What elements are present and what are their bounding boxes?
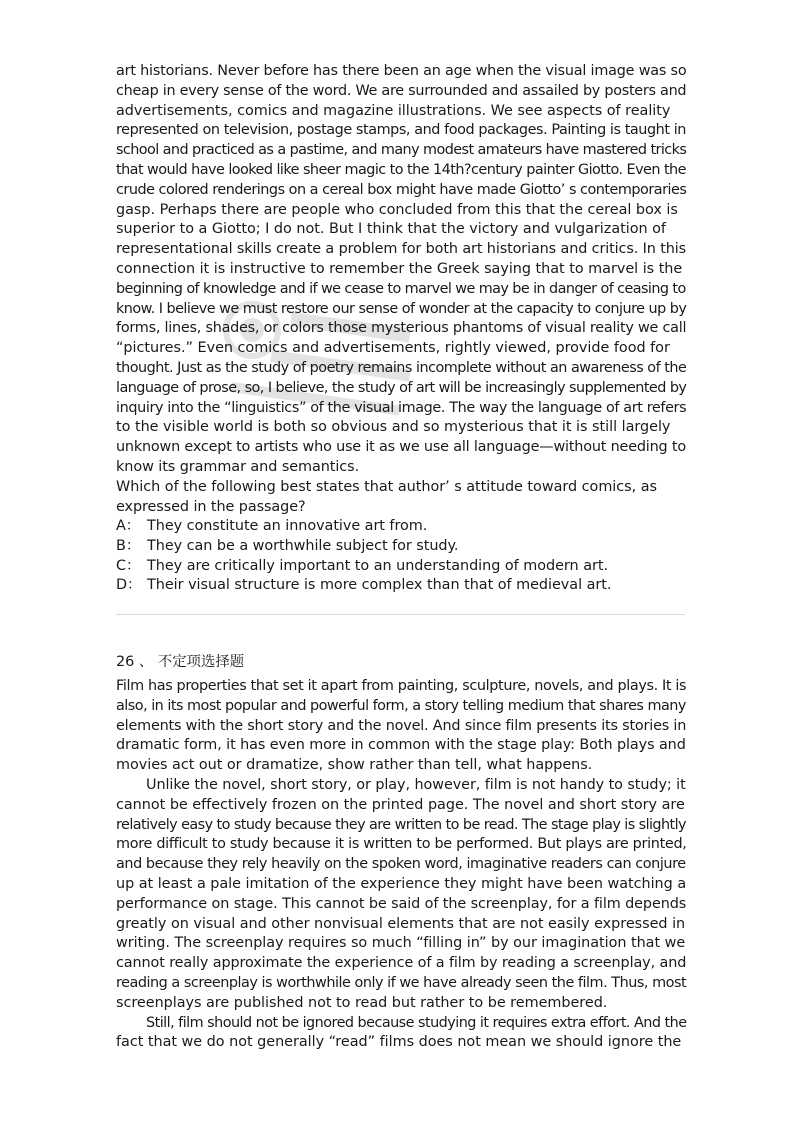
passage-line: performance on stage. This cannot be said of the screenplay, for a film depends bbox=[116, 895, 687, 912]
question-25-stem bbox=[116, 478, 688, 518]
question-26-header: 26 、 不定项选择题 bbox=[116, 654, 245, 670]
passage-line: more difficult to study because it is written to be performed. But plays are printed, bbox=[116, 836, 687, 853]
option-text: They can be a worthwhile subject for study. bbox=[147, 537, 459, 554]
passage-line: Still, film should not be ignored because studying it requires extra effort. And the bbox=[146, 1014, 687, 1031]
passage-line: movies act out or dramatize, show rather than tell, what happens. bbox=[116, 757, 593, 774]
passage-line: dramatic form, it has even more in common with the stage play: Both plays and bbox=[116, 737, 686, 754]
option-letter: D： bbox=[116, 577, 142, 594]
passage-line: gasp. Perhaps there are people who concluded from this that the cereal box is bbox=[116, 201, 678, 218]
passage-line: thought. Just as the study of poetry remains incomplete without an awareness of the bbox=[116, 359, 687, 376]
passage-line: “pictures.” Even comics and advertisements, rightly viewed, provide food for bbox=[116, 340, 670, 357]
option-d[interactable] bbox=[116, 576, 688, 596]
option-a[interactable] bbox=[116, 517, 688, 537]
passage-line: reading a screenplay is worthwhile only if we have already seen the film. Thus, most bbox=[116, 974, 687, 991]
option-letter: A： bbox=[116, 518, 141, 534]
passage-line: Film has properties that set it apart from painting, sculpture, novels, and plays. It is bbox=[116, 678, 687, 694]
passage-line: and because they rely heavily on the spoken word, imaginative readers can conjure bbox=[116, 856, 686, 873]
passage-line: inquiry into the “linguistics” of the visual image. The way the language of art refers bbox=[116, 399, 687, 416]
passage-line: connection it is instructive to remember the Greek saying that to marvel is the bbox=[116, 260, 683, 277]
passage-line: cannot be effectively frozen on the printed page. The novel and short story are bbox=[116, 796, 685, 813]
passage-line: art historians. Never before has there been an age when the visual image was so bbox=[116, 63, 687, 79]
passage-line: that would have looked like sheer magic to the 14th?century painter Giotto. Even the bbox=[116, 161, 686, 178]
passage-line: cannot really approximate the experience of a film by reading a screenplay, and bbox=[116, 955, 687, 972]
option-b[interactable] bbox=[116, 537, 688, 557]
passage-line: up at least a pale imitation of the experience they might have been watching a bbox=[116, 875, 687, 892]
passage-line: relatively easy to study because they are written to be read. The stage play is slightly bbox=[116, 816, 687, 833]
option-letter: B： bbox=[116, 537, 141, 554]
passage-2 bbox=[116, 677, 688, 1053]
passage-line: forms, lines, shades, or colors those mysterious phantoms of visual reality we call bbox=[116, 320, 687, 337]
question-25-options bbox=[116, 517, 688, 596]
passage-line: language of prose, so, I believe, the study of art will be increasingly supplemented by bbox=[116, 379, 687, 396]
passage-1 bbox=[116, 62, 688, 478]
passage-line: beginning of knowledge and if we cease to marvel we may be in danger of ceasing to bbox=[116, 280, 686, 297]
passage-line: crude colored renderings on a cereal box might have made Giotto’ s contemporaries bbox=[116, 181, 687, 198]
option-text: Their visual structure is more complex than that of medieval art. bbox=[147, 577, 612, 594]
section-divider bbox=[116, 614, 685, 615]
passage-line: represented on television, postage stamps, and food packages. Painting is taught in bbox=[116, 122, 686, 139]
passage-line: unknown except to artists who use it as we use all language—without needing to bbox=[116, 439, 686, 456]
passage-line: Unlike the novel, short story, or play, however, film is not handy to study; it bbox=[146, 776, 686, 793]
passage-line: advertisements, comics and magazine illustrations. We see aspects of reality bbox=[116, 102, 671, 119]
passage-line: school and practiced as a pastime, and many modest amateurs have mastered tricks bbox=[116, 142, 687, 159]
option-letter: C： bbox=[116, 557, 141, 574]
passage-line: know. I believe we must restore our sense of wonder at the capacity to conjure up by bbox=[116, 300, 687, 317]
passage-line: fact that we do not generally “read” films does not mean we should ignore the bbox=[116, 1034, 682, 1051]
passage-line: superior to a Giotto; I do not. But I think that the victory and vulgarization of bbox=[116, 221, 666, 238]
passage-line: writing. The screenplay requires so much “filling in” by our imagination that we bbox=[116, 935, 686, 952]
question-line: Which of the following best states that author’ s attitude toward comics, as bbox=[116, 479, 657, 495]
option-text: They are critically important to an understanding of modern art. bbox=[147, 557, 609, 574]
option-text: They constitute an innovative art from. bbox=[147, 518, 428, 534]
passage-line: screenplays are published not to read but rather to be remembered. bbox=[116, 994, 608, 1011]
passage-line: representational skills create a problem for both art historians and critics. In this bbox=[116, 241, 687, 258]
passage-line: know its grammar and semantics. bbox=[116, 458, 360, 475]
option-c[interactable] bbox=[116, 557, 688, 577]
passage-line: also, in its most popular and powerful form, a story telling medium that shares many bbox=[116, 697, 686, 714]
passage-line: greatly on visual and other nonvisual elements that are not easily expressed in bbox=[116, 915, 686, 932]
question-line: expressed in the passage? bbox=[116, 498, 306, 515]
passage-line: elements with the short story and the novel. And since film presents its stories in bbox=[116, 717, 687, 734]
passage-line: cheap in every sense of the word. We are surrounded and assailed by posters and bbox=[116, 82, 687, 99]
passage-line: to the visible world is both so obvious and so mysterious that it is still largely bbox=[116, 419, 671, 436]
